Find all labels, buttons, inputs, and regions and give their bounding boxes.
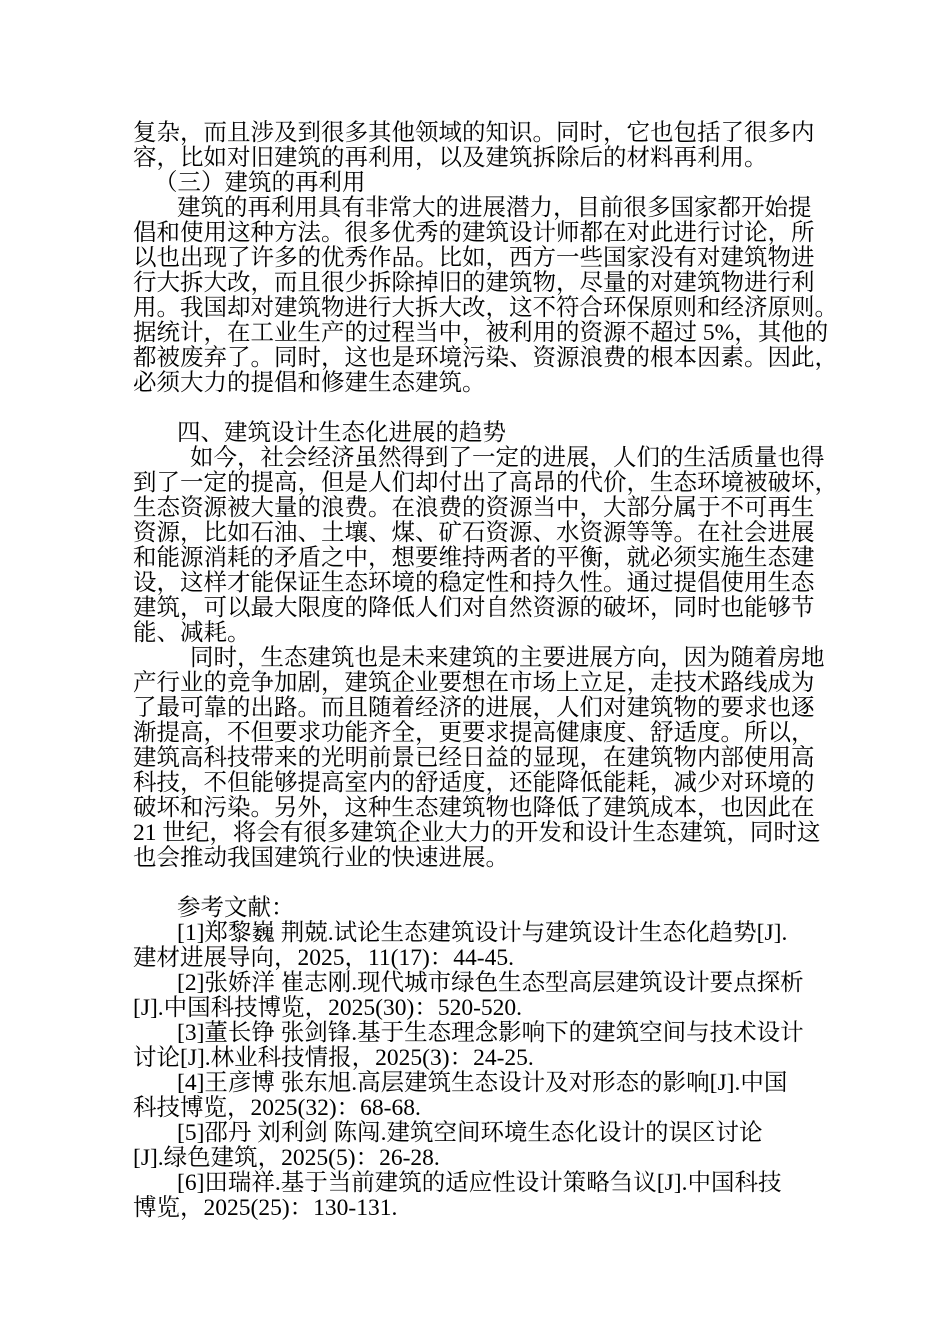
- text-line: [J].绿色建筑，2025(5)：26-28.: [133, 1145, 440, 1171]
- text-line: 到了一定的提高，但是人们却付出了高昂的代价，生态环境被破坏，: [133, 470, 838, 496]
- text-line: 也会推动我国建筑行业的快速进展。: [133, 845, 509, 871]
- text-line: 能、减耗。: [133, 620, 251, 646]
- text-line: 讨论[J].林业科技情报，2025(3)：24-25.: [133, 1045, 534, 1071]
- text-line: [5]邵丹 刘利剑 陈闯.建筑空间环境生态化设计的误区讨论: [177, 1120, 763, 1146]
- text-line: 以也出现了许多的优秀作品。比如，西方一些国家没有对建筑物进: [133, 245, 815, 271]
- text-line: 用。我国却对建筑物进行大拆大改，这不符合环保原则和经济原则。: [133, 295, 838, 321]
- text-line: 和能源消耗的矛盾之中，想要维持两者的平衡，就必须实施生态建: [133, 545, 815, 571]
- text-line: 生态资源被大量的浪费。在浪费的资源当中，大部分属于不可再生: [133, 495, 815, 521]
- text-line: 科技，不但能够提高室内的舒适度，还能降低能耗，减少对环境的: [133, 770, 815, 796]
- text-line: 据统计，在工业生产的过程当中，被利用的资源不超过 5%，其他的: [133, 320, 829, 346]
- text-line: 博览，2025(25)：130-131.: [133, 1195, 398, 1221]
- text-line: [J].中国科技博览，2025(30)：520-520.: [133, 995, 523, 1021]
- text-line: 容，比如对旧建筑的再利用，以及建筑拆除后的材料再利用。: [133, 145, 768, 171]
- text-line: 都被废弃了。同时，这也是环境污染、资源浪费的根本因素。因此，: [133, 345, 838, 371]
- text-line: [1]郑黎巍 荆兢.试论生态建筑设计与建筑设计生态化趋势[J].: [177, 920, 788, 946]
- text-line: 同时，生态建筑也是未来建筑的主要进展方向，因为随着房地: [190, 645, 825, 671]
- text-line: 参考文献：: [177, 895, 295, 921]
- document-body: [133, 120, 838, 1221]
- text-line: 复杂，而且涉及到很多其他领域的知识。同时，它也包括了很多内: [133, 120, 815, 146]
- text-line: 了最可靠的出路。而且随着经济的进展，人们对建筑物的要求也逐: [133, 695, 815, 721]
- text-line: 21 世纪，将会有很多建筑企业大力的开发和设计生态建筑，同时这: [133, 820, 821, 846]
- text-line: 行大拆大改，而且很少拆除掉旧的建筑物，尽量的对建筑物进行利: [133, 270, 815, 296]
- text-line: 产行业的竞争加剧，建筑企业要想在市场上立足，走技术路线成为: [133, 670, 815, 696]
- text-line: 建材进展导向，2025，11(17)：44-45.: [133, 945, 514, 971]
- text-line: 建筑高科技带来的光明前景已经日益的显现，在建筑物内部使用高: [133, 745, 815, 771]
- blank-line: [133, 871, 822, 896]
- text-line: [2]张娇洋 崔志刚.现代城市绿色生态型高层建筑设计要点探析: [177, 970, 804, 996]
- text-line: 四、建筑设计生态化进展的趋势: [177, 420, 506, 446]
- text-line: 设，这样才能保证生态环境的稳定性和持久性。通过提倡使用生态: [133, 570, 815, 596]
- text-line: 倡和使用这种方法。很多优秀的建筑设计师都在对此进行讨论，所: [133, 220, 815, 246]
- text-line: 建筑，可以最大限度的降低人们对自然资源的破坏，同时也能够节: [133, 595, 815, 621]
- text-line: 必须大力的提倡和修建生态建筑。: [133, 370, 486, 396]
- text-line: 渐提高，不但要求功能齐全，更要求提高健康度、舒适度。所以，: [133, 720, 815, 746]
- text-line: [3]董长铮 张剑锋.基于生态理念影响下的建筑空间与技术设计: [177, 1020, 804, 1046]
- text-line: 资源，比如石油、土壤、煤、矿石资源、水资源等等。在社会进展: [133, 520, 815, 546]
- text-line: [4]王彦博 张东旭.高层建筑生态设计及对形态的影响[J].中国: [177, 1070, 788, 1096]
- text-line: 科技博览，2025(32)：68-68.: [133, 1095, 421, 1121]
- text-line: 如今，社会经济虽然得到了一定的进展，人们的生活质量也得: [190, 445, 825, 471]
- blank-line: [133, 396, 822, 421]
- text-line: 建筑的再利用具有非常大的进展潜力，目前很多国家都开始提: [177, 195, 812, 221]
- text-line: 破坏和污染。另外，这种生态建筑物也降低了建筑成本，也因此在: [133, 795, 815, 821]
- text-line: （三）建筑的再利用: [154, 170, 366, 196]
- text-line: [6]田瑞祥.基于当前建筑的适应性设计策略刍议[J].中国科技: [177, 1170, 782, 1196]
